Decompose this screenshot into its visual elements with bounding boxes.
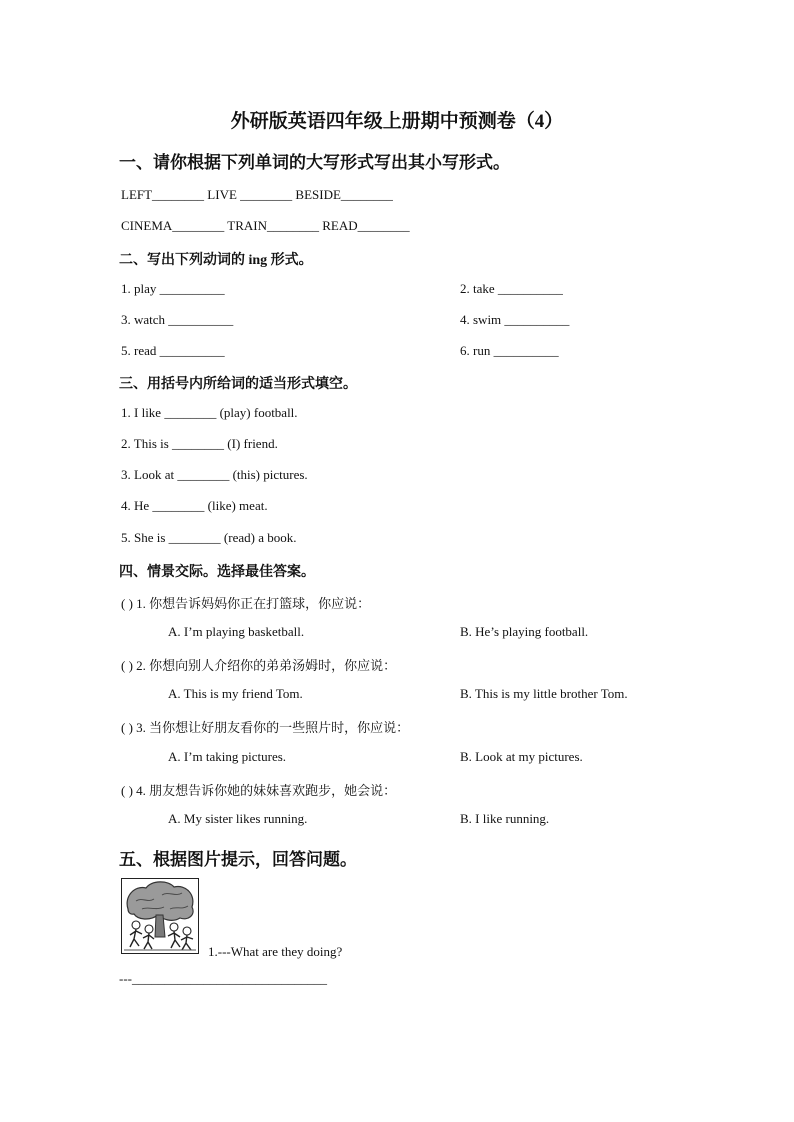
- section-2-heading: 二、写出下列动词的 ing 形式。: [119, 253, 313, 268]
- question-2: ( ) 2. 你想向别人介绍你的弟弟汤姆时，你应说：: [121, 658, 397, 673]
- section-3-item: 4. He ________ (like) meat.: [121, 498, 268, 513]
- section-3-heading: 三、用括号内所给词的适当形式填空。: [119, 377, 357, 392]
- section-3-item: 5. She is ________ (read) a book.: [121, 530, 297, 545]
- section-2-item: 1. play __________: [121, 281, 225, 296]
- section-3-item: 3. Look at ________ (this) pictures.: [121, 467, 308, 482]
- section-2-item: 3. watch __________: [121, 312, 234, 327]
- question-2-option-a: A. This is my friend Tom.: [168, 686, 303, 701]
- question-4-option-b: B. I like running.: [460, 811, 550, 826]
- section-2-item: 4. swim __________: [460, 312, 570, 327]
- section-2-item: 5. read __________: [121, 343, 225, 358]
- section-2-item: 2. take __________: [460, 281, 563, 296]
- section-3-item: 1. I like ________ (play) football.: [121, 405, 298, 420]
- question-3-option-b: B. Look at my pictures.: [460, 749, 583, 764]
- section-1-heading: 一、请你根据下列单词的大写形式写出其小写形式。: [119, 153, 510, 172]
- question-1: ( ) 1. 你想告诉妈妈你正在打篮球，你应说：: [121, 596, 371, 611]
- question-4-option-a: A. My sister likes running.: [168, 811, 308, 826]
- section-5-answer-line: ---______________________________: [119, 971, 327, 986]
- question-1-option-a: A. I’m playing basketball.: [168, 624, 305, 639]
- section-1-line-2: CINEMA________ TRAIN________ READ________: [121, 218, 410, 233]
- question-4: ( ) 4. 朋友想告诉你她的妹妹喜欢跑步，她会说：: [121, 783, 397, 798]
- question-1-option-b: B. He’s playing football.: [460, 624, 589, 639]
- section-4-heading: 四、情景交际。选择最佳答案。: [119, 565, 315, 580]
- question-3: ( ) 3. 当你想让好朋友看你的一些照片时，你应说：: [121, 720, 410, 735]
- children-playing-picture: [121, 878, 199, 954]
- section-3-item: 2. This is ________ (I) friend.: [121, 436, 278, 451]
- question-3-option-a: A. I’m taking pictures.: [168, 749, 287, 764]
- section-2-item: 6. run __________: [460, 343, 559, 358]
- question-2-option-b: B. This is my little brother Tom.: [460, 686, 628, 701]
- section-5-question-1: 1.---What are they doing?: [208, 944, 343, 959]
- section-5-heading: 五、根据图片提示，回答问题。: [119, 850, 357, 869]
- page-title: 外研版英语四年级上册期中预测卷（4）: [230, 111, 564, 132]
- section-1-line-1: LEFT________ LIVE ________ BESIDE________: [121, 187, 393, 202]
